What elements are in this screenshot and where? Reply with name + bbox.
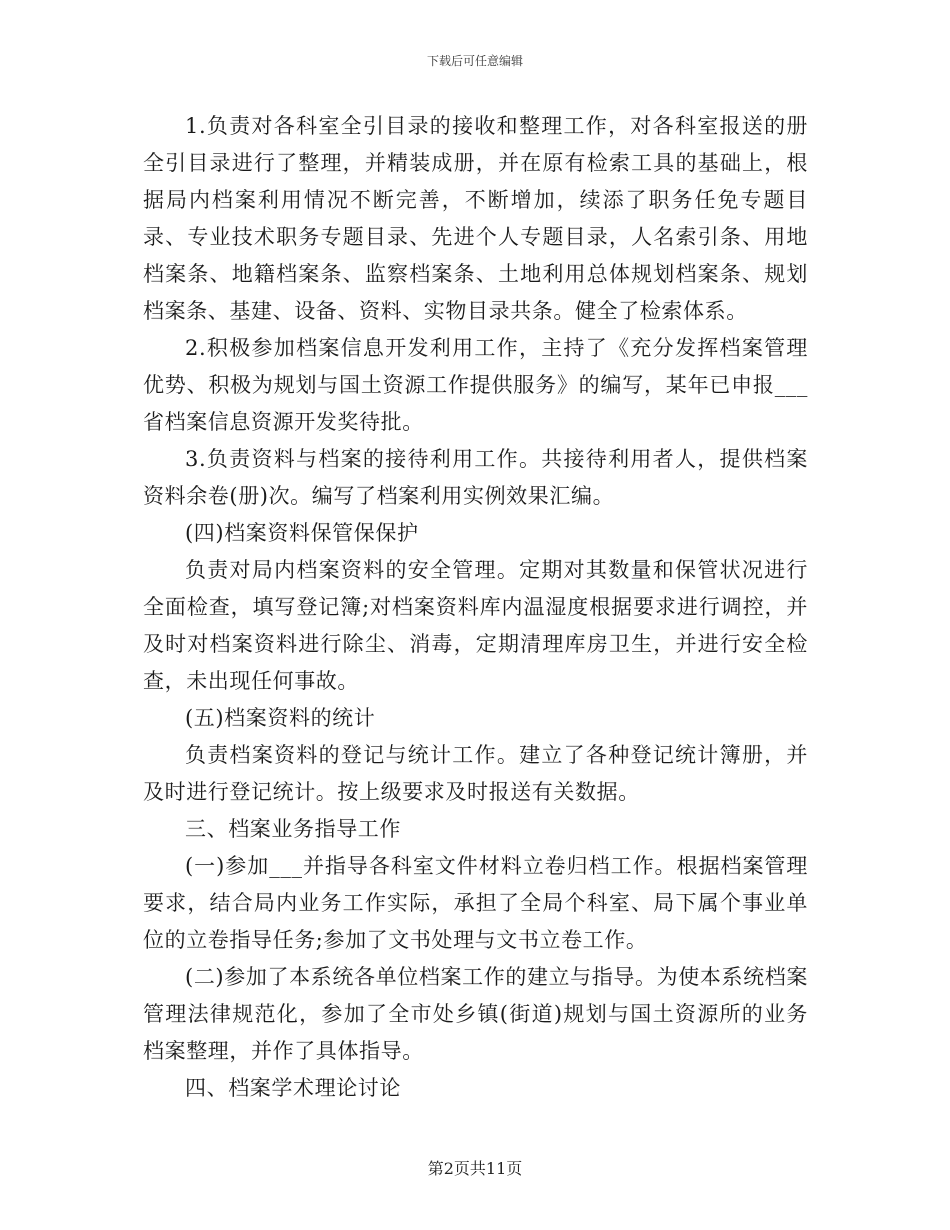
paragraph-item-3: 3.负责资料与档案的接待利用工作。共接待利用者人，提供档案资料余卷(册)次。编写了档案利用实例效果汇编。	[143, 447, 808, 508]
page-number-footer: 第2页共11页	[427, 1159, 523, 1178]
page-header-note: 下载后可任意编辑	[426, 54, 523, 68]
paragraph-storage: 负责对局内档案资料的安全管理。定期对其数量和保管状况进行全面检查，填写登记簿;对档案资料库内温湿度根据要求进行调控，并及时对档案资料进行除尘、消毒，定期清理库房卫生，并进行安全检查，未出现任何事故。	[143, 558, 808, 693]
paragraph-item-1: 1.负责对各科室全引目录的接收和整理工作，对各科室报送的册全引目录进行了整理，并精装成册，并在原有检索工具的基础上，根据局内档案利用情况不断完善，不断增加，续添了职务任免专题目录、专业技术职务专题目录、先进个人专题目录，人名索引条、用地档案条、地籍档案条、监察档案条、土地利用总体规划档案条、规划档案条、基建、设备、资料、实物目录共条。健全了检索体系。	[143, 114, 808, 323]
section-heading-4: (四)档案资料保管保保护	[185, 521, 419, 545]
paragraph-statistics: 负责档案资料的登记与统计工作。建立了各种登记统计簿册，并及时进行登记统计。按上级要求及时报送有关数据。	[143, 743, 808, 804]
section-heading-4-academic: 四、档案学术理论讨论	[185, 1076, 401, 1100]
paragraph-guidance-1: (一)参加___并指导各科室文件材料立卷归档工作。根据档案管理要求，结合局内业务工作实际，承担了全局个科室、局下属个事业单位的立卷指导任务;参加了文书处理与文书立卷工作。	[143, 854, 808, 952]
document-body	[143, 108, 808, 1107]
section-heading-3: 三、档案业务指导工作	[185, 817, 401, 841]
section-heading-5: (五)档案资料的统计	[185, 706, 376, 730]
paragraph-guidance-2: (二)参加了本系统各单位档案工作的建立与指导。为使本系统档案管理法律规范化，参加了全市处乡镇(街道)规划与国土资源所的业务档案整理，并作了具体指导。	[143, 965, 808, 1063]
paragraph-item-2: 2.积极参加档案信息开发利用工作，主持了《充分发挥档案管理优势、积极为规划与国土资源工作提供服务》的编写，某年已申报___省档案信息资源开发奖待批。	[143, 336, 808, 434]
